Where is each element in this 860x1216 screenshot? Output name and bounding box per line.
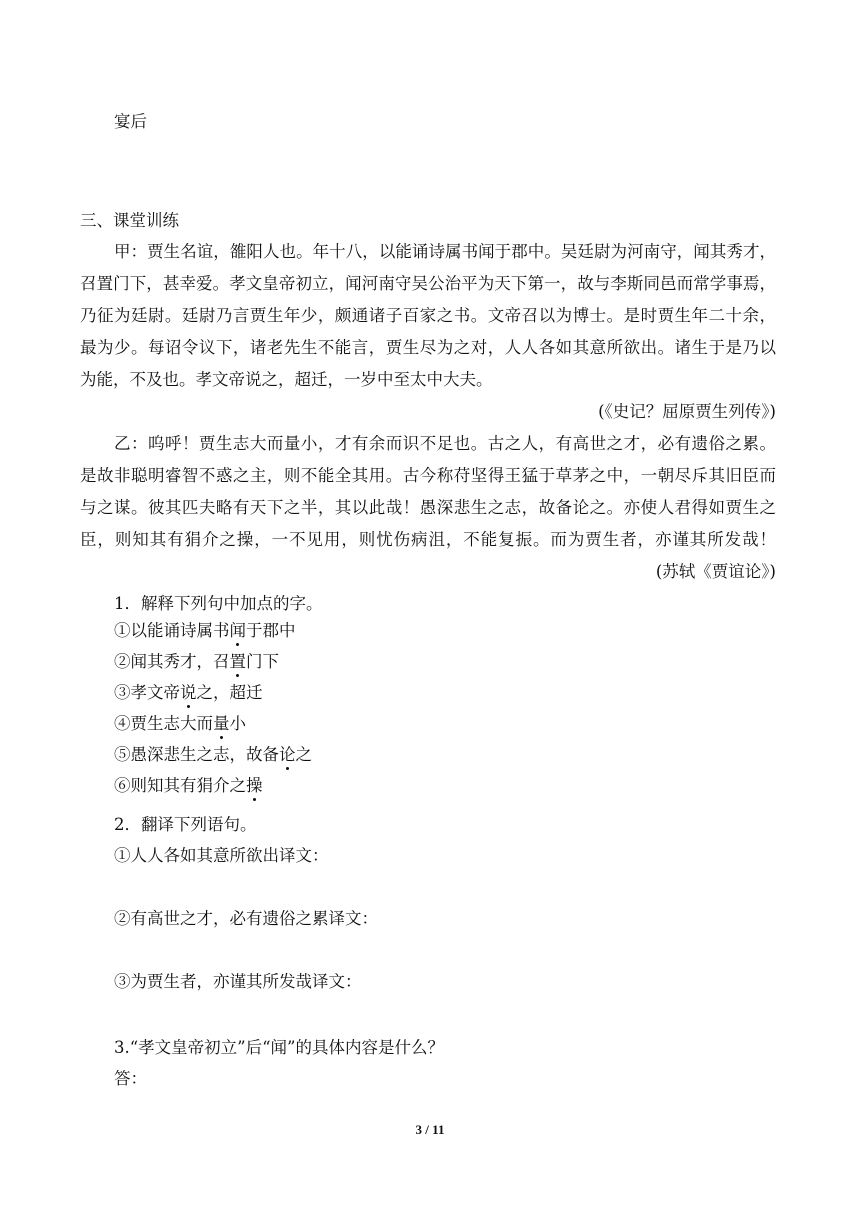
q1-item: ⑥则知其有狷介之操 [114, 776, 263, 795]
q1-item: ③孝文帝说之，超迁 [114, 683, 263, 702]
question-3-stem: 3.“孝文皇帝初立”后“闻”的具体内容是什么？ [114, 1038, 444, 1057]
q1-item: ①以能诵诗属书闻于郡中 [114, 621, 296, 640]
q2-item: ③为贾生者，亦谨其所发哉译文： [114, 972, 362, 991]
question-2-stem: 2．翻译下列语句。 [114, 815, 257, 834]
passage-b-line: 乙：呜呼！贾生志大而量小，才有余而识不足也。古之人，有高世之才，必有遗俗之累。 [114, 434, 776, 453]
answer-label: 答： [114, 1069, 147, 1088]
passage-b-source: (苏轼《贾谊论》) [655, 562, 776, 581]
q1-item: ②闻其秀才，召置门下 [114, 652, 279, 671]
emphasis-dot-char: 量 [213, 714, 230, 733]
question-1-stem: 1．解释下列句中加点的字。 [114, 594, 323, 613]
emphasis-dot-char: 说 [180, 683, 197, 702]
passage-b-line: 臣，则知其有狷介之操，一不见用，则忧伤病沮，不能复振。而为贾生者，亦谨其所发哉！ [80, 530, 776, 549]
passage-a-line: 甲：贾生名谊，雒阳人也。年十八，以能诵诗属书闻于郡中。吴廷尉为河南守，闻其秀才， [114, 242, 776, 261]
emphasis-dot-char: 论 [279, 745, 296, 764]
passage-b-line: 是故非聪明睿智不惑之主，则不能全其用。古今称苻坚得王猛于草茅之中，一朝尽斥其旧臣而 [80, 466, 776, 485]
emphasis-dot-char: 置 [229, 652, 246, 671]
top-fragment: 宴后 [114, 112, 147, 131]
passage-a-source: (《史记？屈原贾生列传》) [598, 402, 776, 421]
passage-a-line: 召置门下，甚幸爱。孝文皇帝初立，闻河南守吴公治平为天下第一，故与李斯同邑而常学事焉， [80, 274, 776, 293]
passage-a-line: 为能，不及也。孝文帝说之，超迁，一岁中至太中大夫。 [80, 370, 493, 389]
q1-item: ⑤愚深悲生之志，故备论之 [114, 745, 312, 764]
passage-b-line: 与之谋。彼其匹夫略有天下之半，其以此哉！愚深悲生之志，故备论之。亦使人君得如贾生之 [80, 498, 776, 517]
q2-item: ①人人各如其意所欲出译文： [114, 846, 329, 865]
section-heading: 三、课堂训练 [80, 211, 179, 230]
q2-item: ②有高世之才，必有遗俗之累译文： [114, 909, 378, 928]
emphasis-dot-char: 操 [246, 776, 263, 795]
passage-a-line: 最为少。每诏令议下，诸老先生不能言，贾生尽为之对，人人各如其意所欲出。诸生于是乃以 [80, 338, 776, 357]
q1-item: ④贾生志大而量小 [114, 714, 246, 733]
emphasis-dot-char: 闻 [229, 621, 246, 640]
passage-a-line: 乃征为廷尉。廷尉乃言贾生年少，颇通诸子百家之书。文帝召以为博士。是时贾生年二十余， [80, 306, 776, 325]
page-number: 3 / 11 [415, 1122, 445, 1137]
